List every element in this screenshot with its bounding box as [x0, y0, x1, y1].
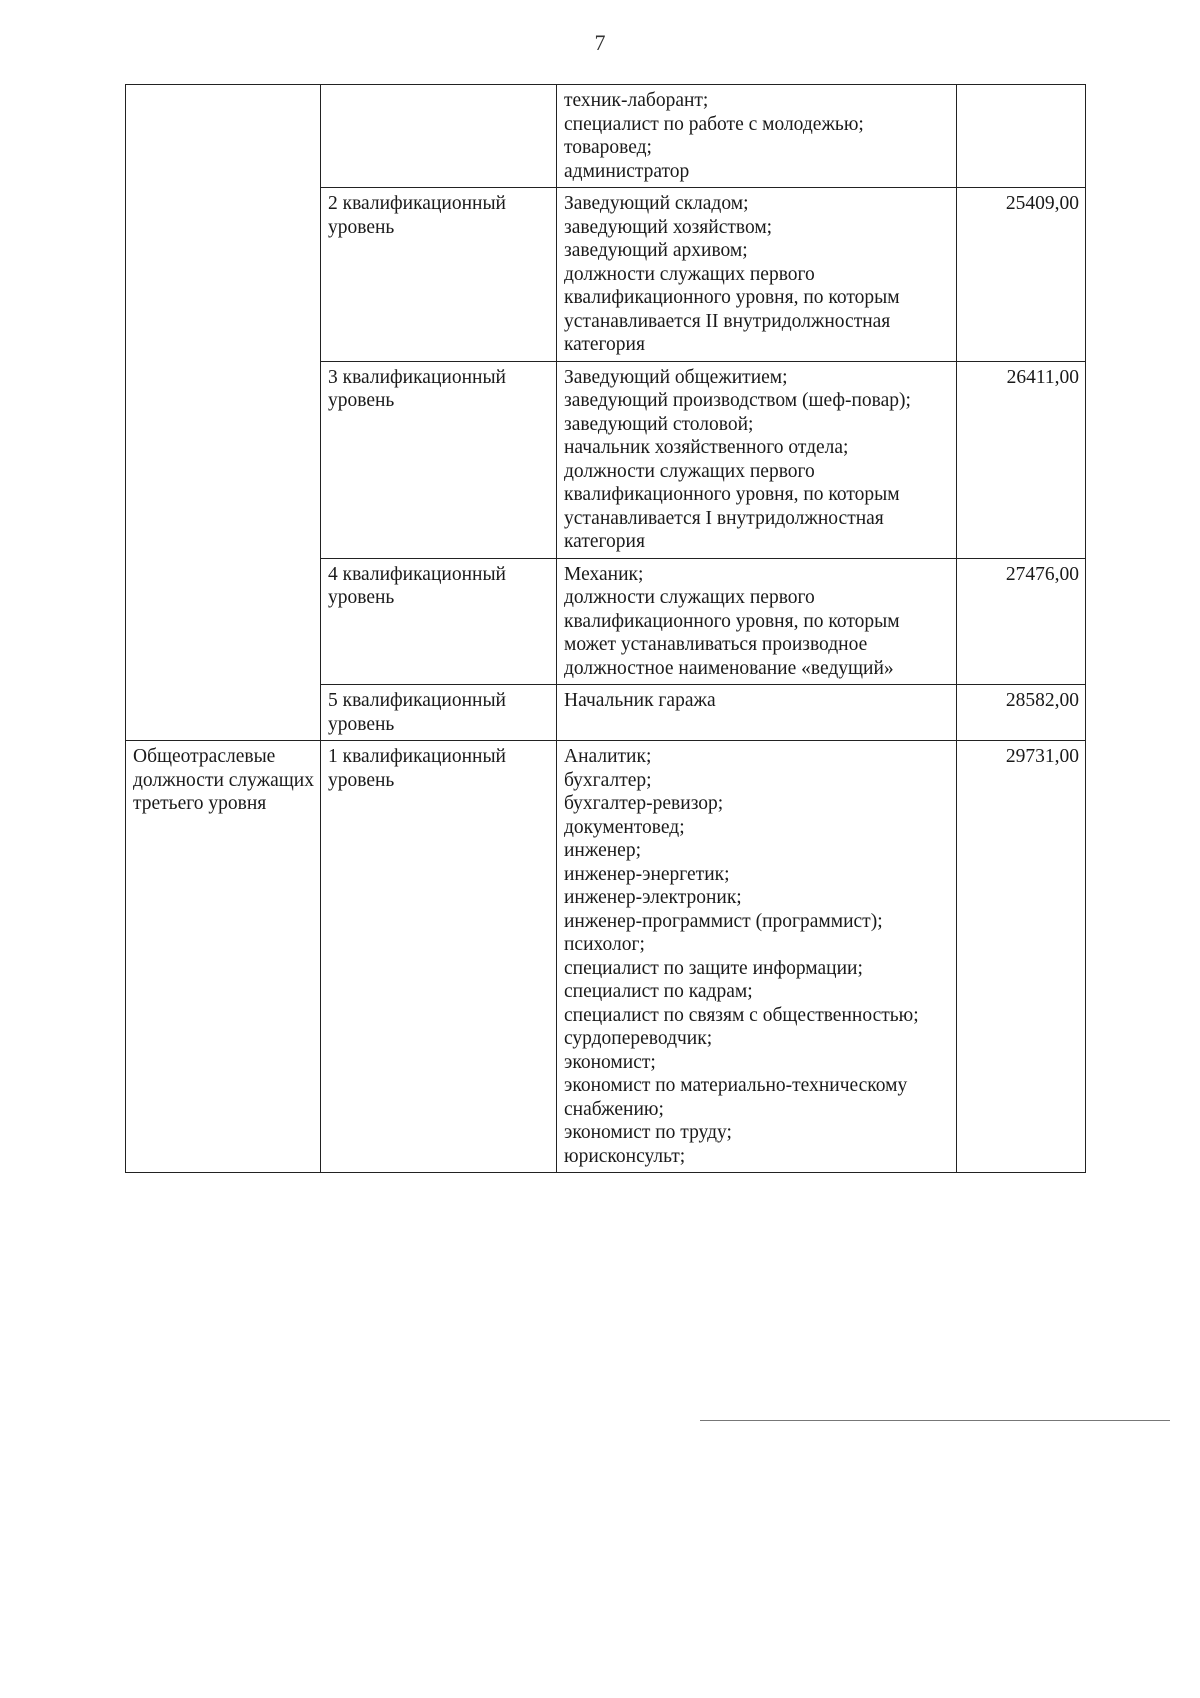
position-item: товаровед;: [564, 137, 652, 158]
amount-cell: 28582,00: [957, 685, 1086, 741]
position-item: заведующий хозяйством;: [564, 216, 773, 238]
table-row: [126, 741, 1086, 1173]
position-item: специалист по защите информации;: [564, 957, 863, 979]
position-item: специалист по кадрам;: [564, 981, 753, 1002]
position-item: специалист по работе с молодежью;: [564, 113, 864, 135]
position-item: экономист;: [564, 1051, 656, 1073]
position-item: Заведующий складом;: [564, 193, 749, 214]
position-item: Начальник гаража: [564, 690, 716, 711]
footer-rule: [700, 1420, 1170, 1421]
level-cell: 2 квалификационный уровень: [321, 188, 557, 362]
position-item: заведующий столовой;: [564, 413, 754, 435]
position-item: заведующий производством (шеф-повар);: [564, 390, 911, 411]
position-item: экономист по материально-техническому снабжению;: [564, 1075, 908, 1120]
positions-cell: [557, 685, 957, 741]
positions-cell: [557, 741, 957, 1173]
page-number: 7: [594, 30, 606, 55]
positions-cell: [557, 558, 957, 685]
position-item: Аналитик;: [564, 746, 652, 767]
positions-cell: [557, 361, 957, 558]
position-item: юрисконсульт;: [564, 1145, 686, 1167]
position-item: должности служащих первого квалификационного уровня, по которым может устанавливаться производное должностное наименование «ведущий»: [564, 587, 900, 679]
position-item: Механик;: [564, 563, 644, 585]
amount-cell: 27476,00: [957, 558, 1086, 685]
table-row: [126, 85, 1086, 188]
position-item: экономист по труду;: [564, 1122, 732, 1143]
position-item: должности служащих первого квалификационного уровня, по которым устанавливается I внутридолжностная категория: [564, 460, 900, 552]
position-item: специалист по связям с общественностью;: [564, 1004, 919, 1026]
position-item: администратор: [564, 160, 690, 182]
level-cell: 5 квалификационный уровень: [321, 685, 557, 741]
position-item: заведующий архивом;: [564, 240, 748, 261]
group-cell: Общеотраслевые должности служащих третьего уровня: [126, 741, 321, 1173]
position-item: Заведующий общежитием;: [564, 366, 788, 388]
amount-cell: 25409,00: [957, 188, 1086, 362]
position-item: инженер-энергетик;: [564, 863, 730, 885]
positions-cell: [557, 85, 957, 188]
position-item: техник-лаборант;: [564, 90, 709, 111]
positions-cell: [557, 188, 957, 362]
level-cell: 3 квалификационный уровень: [321, 361, 557, 558]
level-cell: 4 квалификационный уровень: [321, 558, 557, 685]
amount-cell: 26411,00: [957, 361, 1086, 558]
position-item: инженер;: [564, 840, 642, 861]
amount-cell: [957, 85, 1086, 188]
position-item: документовед;: [564, 816, 685, 838]
level-cell: 1 квалификационный уровень: [321, 741, 557, 1173]
position-item: инженер-электроник;: [564, 887, 742, 908]
position-item: инженер-программист (программист);: [564, 910, 883, 932]
position-item: бухгалтер-ревизор;: [564, 793, 724, 814]
position-item: бухгалтер;: [564, 769, 652, 791]
amount-cell: 29731,00: [957, 741, 1086, 1173]
position-item: должности служащих первого квалификационного уровня, по которым устанавливается II внутридолжностная категория: [564, 263, 900, 355]
position-item: начальник хозяйственного отдела;: [564, 437, 849, 458]
level-cell: [321, 85, 557, 188]
position-item: психолог;: [564, 934, 645, 955]
salary-table: [125, 84, 1086, 1173]
position-item: сурдопереводчик;: [564, 1028, 713, 1049]
group-cell: [126, 85, 321, 741]
